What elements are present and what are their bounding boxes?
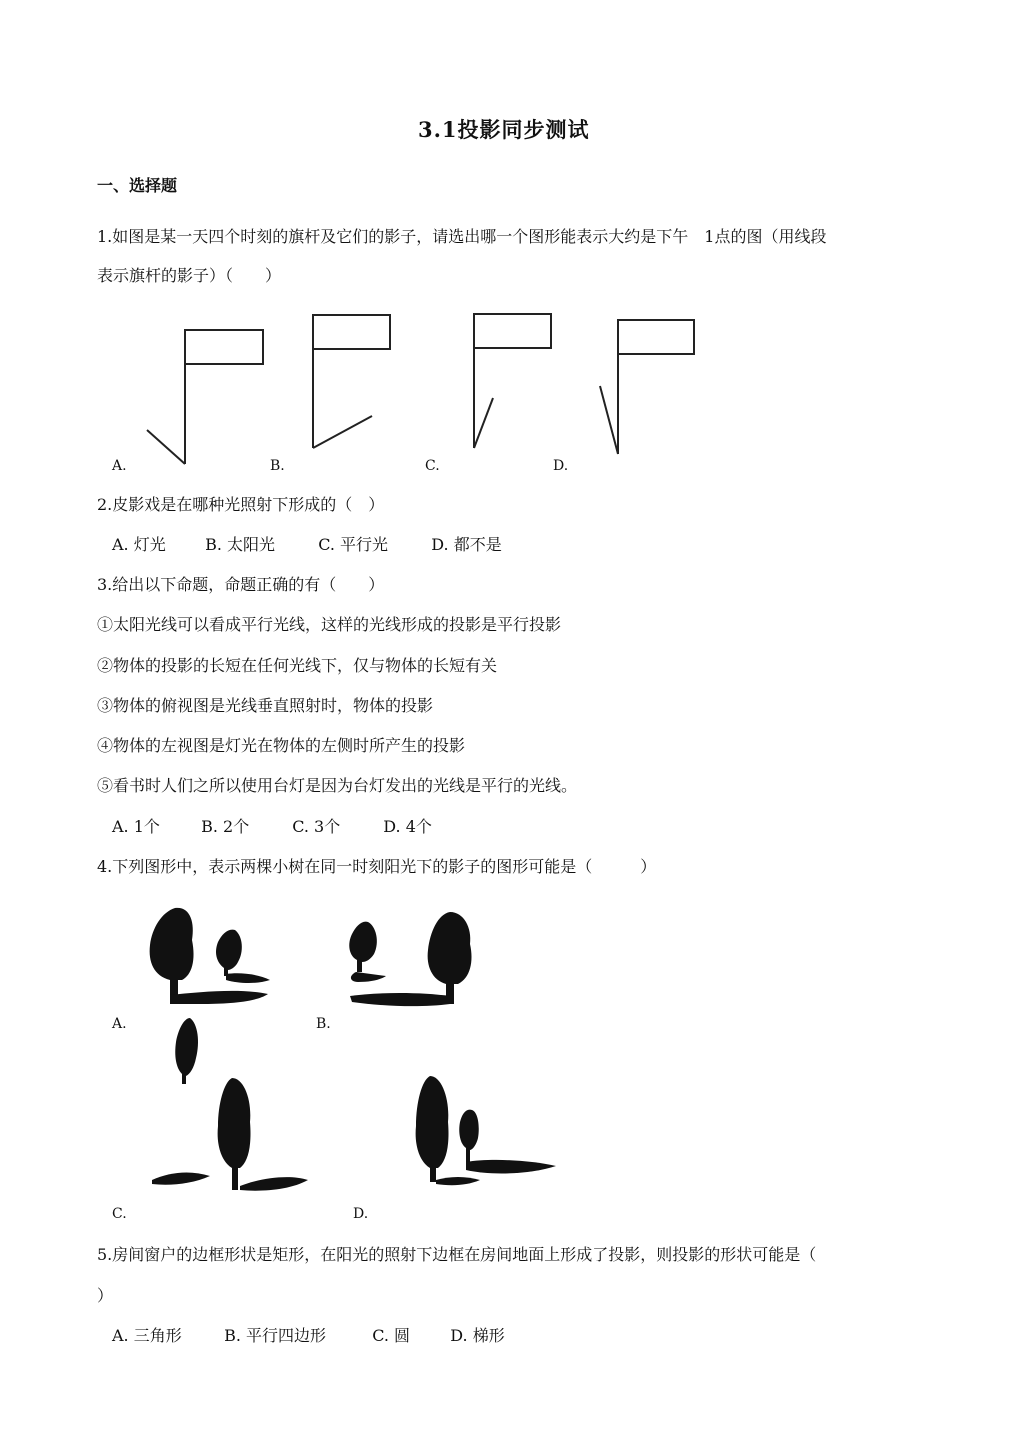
tree-c-figure xyxy=(152,1018,308,1191)
page-title: 3.1投影同步测试 xyxy=(418,117,590,142)
q2-option-d: D. 都不是 xyxy=(431,535,502,554)
q5-options xyxy=(112,1323,505,1346)
q1-label-c: C. xyxy=(425,458,440,474)
q5-stem-line2: ） xyxy=(97,1286,114,1305)
q1-label-d: D. xyxy=(553,458,569,474)
q4-label-d: D. xyxy=(353,1206,369,1222)
q5-stem-line1: 5.房间窗户的边框形状是矩形，在阳光的照射下边框在房间地面上形成了投影，则投影的形状可能是（ xyxy=(97,1245,817,1264)
q5-option-d: D. 梯形 xyxy=(450,1326,505,1345)
q3-option-b: B. 2个 xyxy=(201,817,250,836)
q4-tree-figures xyxy=(140,900,600,1200)
q3-item-2: ②物体的投影的长短在任何光线下，仅与物体的长短有关 xyxy=(97,656,498,675)
q3-item-1: ①太阳光线可以看成平行光线，这样的光线形成的投影是平行投影 xyxy=(97,615,562,634)
q5-option-a: A. 三角形 xyxy=(112,1326,182,1345)
q1-stem-line1: 1.如图是某一天四个时刻的旗杆及它们的影子，请选出哪一个图形能表示大约是下午 1点的图（用线段 xyxy=(97,227,827,246)
q3-item-3: ③物体的俯视图是光线垂直照射时，物体的投影 xyxy=(97,696,434,715)
q3-option-d: D. 4个 xyxy=(383,817,432,836)
q1-flagpole-figures xyxy=(140,312,760,462)
q3-item-5: ⑤看书时人们之所以使用台灯是因为台灯发出的光线是平行的光线。 xyxy=(97,776,578,795)
flagpole-c-figure xyxy=(474,314,551,448)
q3-option-c: C. 3个 xyxy=(292,817,341,836)
q2-option-c: C. 平行光 xyxy=(318,535,389,554)
q2-option-a: A. 灯光 xyxy=(112,535,166,554)
tree-b-figure xyxy=(349,912,471,1006)
q1-label-a: A. xyxy=(112,458,127,474)
flagpole-b-figure xyxy=(313,315,390,448)
q2-stem: 2.皮影戏是在哪种光照射下形成的（ ） xyxy=(97,495,385,514)
q1-stem-line2: 表示旗杆的影子）（ ） xyxy=(97,266,282,285)
q5-option-b: B. 平行四边形 xyxy=(224,1326,327,1345)
q4-label-b: B. xyxy=(316,1016,331,1032)
tree-a-figure xyxy=(150,908,270,1004)
q3-option-a: A. 1个 xyxy=(112,817,160,836)
section-heading: 一、选择题 xyxy=(97,176,178,195)
flagpole-a-figure xyxy=(147,330,263,464)
q3-stem: 3.给出以下命题，命题正确的有（ ） xyxy=(97,575,385,594)
flagpole-d-figure xyxy=(600,320,694,454)
tree-d-figure xyxy=(416,1076,556,1185)
q1-label-b: B. xyxy=(270,458,285,474)
q3-item-4: ④物体的左视图是灯光在物体的左侧时所产生的投影 xyxy=(97,736,466,755)
q2-options xyxy=(112,532,502,555)
q3-options xyxy=(112,814,432,837)
q2-option-b: B. 太阳光 xyxy=(205,535,276,554)
q5-option-c: C. 圆 xyxy=(372,1326,411,1345)
q4-stem: 4.下列图形中，表示两棵小树在同一时刻阳光下的影子的图形可能是（ ） xyxy=(97,857,657,876)
q4-label-c: C. xyxy=(112,1206,127,1222)
q4-label-a: A. xyxy=(112,1016,127,1032)
